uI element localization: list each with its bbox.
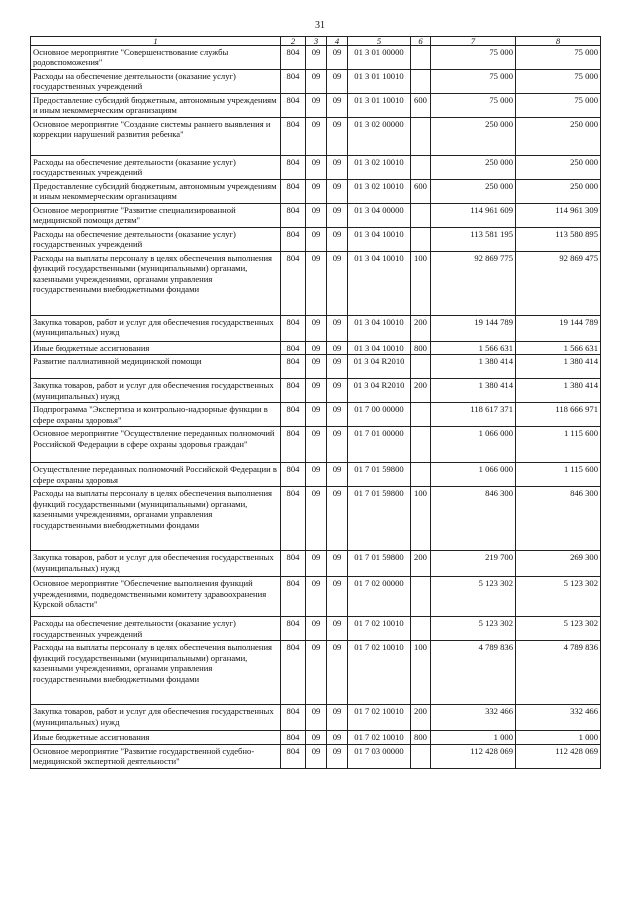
section-code-cell: 09 [306, 316, 327, 342]
row-name-cell: Основное мероприятие "Развитие государственной судебно-медицинской экспертной деятельности" [31, 744, 281, 768]
ved-code-cell: 804 [281, 744, 306, 768]
target-article-cell: 01 3 01 10010 [348, 94, 411, 118]
target-article-cell: 01 3 04 10010 [348, 252, 411, 316]
section-code-cell: 09 [306, 252, 327, 316]
target-article-cell: 01 3 02 10010 [348, 180, 411, 204]
amount-year2-cell: 1 115 600 [516, 427, 601, 463]
row-name-cell: Расходы на выплаты персоналу в целях обеспечения выполнения функций государственными (муниципальными) органами, казенными учреждениями, органами управления государственными внебюджетными фондами [31, 252, 281, 316]
row-name-cell: Предоставление субсидий бюджетным, автономным учреждениям и иным некоммерческим организациям [31, 180, 281, 204]
subsection-code-cell: 09 [327, 463, 348, 487]
target-article-cell: 01 7 02 10010 [348, 641, 411, 705]
row-name-cell: Основное мероприятие "Осуществление переданных полномочий Российской Федерации в сфере охраны здоровья граждан" [31, 427, 281, 463]
ved-code-cell: 804 [281, 252, 306, 316]
target-article-cell: 01 3 02 10010 [348, 156, 411, 180]
expense-type-cell: 200 [411, 379, 431, 403]
target-article-cell: 01 7 00 00000 [348, 403, 411, 427]
expense-type-cell [411, 70, 431, 94]
header-col-1: 1 [31, 37, 281, 46]
amount-year1-cell: 19 144 789 [431, 316, 516, 342]
amount-year2-cell: 114 961 309 [516, 204, 601, 228]
table-row [31, 94, 601, 118]
amount-year1-cell: 4 789 836 [431, 641, 516, 705]
table-row [31, 156, 601, 180]
row-name-cell: Подпрограмма "Экспертиза и контрольно-надзорные функции в сфере охраны здоровья" [31, 403, 281, 427]
expense-type-cell [411, 403, 431, 427]
amount-year2-cell: 75 000 [516, 46, 601, 70]
amount-year1-cell: 75 000 [431, 46, 516, 70]
row-name-cell: Предоставление субсидий бюджетным, автономным учреждениям и иным некоммерческим организациям [31, 94, 281, 118]
amount-year2-cell: 250 000 [516, 180, 601, 204]
section-code-cell: 09 [306, 46, 327, 70]
amount-year1-cell: 1 066 000 [431, 427, 516, 463]
table-row [31, 180, 601, 204]
ved-code-cell: 804 [281, 617, 306, 641]
table-row [31, 355, 601, 379]
section-code-cell: 09 [306, 463, 327, 487]
target-article-cell: 01 7 01 59800 [348, 487, 411, 551]
section-code-cell: 09 [306, 487, 327, 551]
target-article-cell: 01 3 04 10010 [348, 316, 411, 342]
header-col-3: 3 [306, 37, 327, 46]
target-article-cell: 01 7 01 59800 [348, 551, 411, 577]
header-col-5: 5 [348, 37, 411, 46]
header-col-8: 8 [516, 37, 601, 46]
section-code-cell: 09 [306, 744, 327, 768]
table-row [31, 744, 601, 768]
amount-year1-cell: 75 000 [431, 70, 516, 94]
amount-year2-cell: 250 000 [516, 118, 601, 156]
subsection-code-cell: 09 [327, 617, 348, 641]
subsection-code-cell: 09 [327, 641, 348, 705]
row-name-cell: Закупка товаров, работ и услуг для обеспечения государственных (муниципальных) нужд [31, 316, 281, 342]
section-code-cell: 09 [306, 617, 327, 641]
amount-year2-cell: 846 300 [516, 487, 601, 551]
table-row [31, 551, 601, 577]
expense-type-cell: 200 [411, 551, 431, 577]
amount-year2-cell: 1 380 414 [516, 379, 601, 403]
subsection-code-cell: 09 [327, 180, 348, 204]
target-article-cell: 01 3 01 00000 [348, 46, 411, 70]
target-article-cell: 01 3 04 R2010 [348, 379, 411, 403]
amount-year1-cell: 1 066 000 [431, 463, 516, 487]
row-name-cell: Иные бюджетные ассигнования [31, 342, 281, 355]
expense-type-cell [411, 355, 431, 379]
section-code-cell: 09 [306, 403, 327, 427]
subsection-code-cell: 09 [327, 427, 348, 463]
ved-code-cell: 804 [281, 551, 306, 577]
amount-year2-cell: 5 123 302 [516, 577, 601, 617]
subsection-code-cell: 09 [327, 379, 348, 403]
table-row [31, 46, 601, 70]
amount-year1-cell: 92 869 775 [431, 252, 516, 316]
amount-year1-cell: 112 428 069 [431, 744, 516, 768]
header-col-4: 4 [327, 37, 348, 46]
ved-code-cell: 804 [281, 342, 306, 355]
section-code-cell: 09 [306, 551, 327, 577]
amount-year1-cell: 118 617 371 [431, 403, 516, 427]
ved-code-cell: 804 [281, 379, 306, 403]
subsection-code-cell: 09 [327, 118, 348, 156]
ved-code-cell: 804 [281, 204, 306, 228]
target-article-cell: 01 3 04 10010 [348, 228, 411, 252]
section-code-cell: 09 [306, 355, 327, 379]
subsection-code-cell: 09 [327, 46, 348, 70]
ved-code-cell: 804 [281, 577, 306, 617]
expense-type-cell: 100 [411, 487, 431, 551]
target-article-cell: 01 7 03 00000 [348, 744, 411, 768]
row-name-cell: Расходы на выплаты персоналу в целях обеспечения выполнения функций государственными (муниципальными) органами, казенными учреждениями, органами управления государственными внебюджетными фондами [31, 487, 281, 551]
amount-year2-cell: 113 580 895 [516, 228, 601, 252]
header-col-6: 6 [411, 37, 431, 46]
section-code-cell: 09 [306, 731, 327, 744]
target-article-cell: 01 3 04 10010 [348, 342, 411, 355]
ved-code-cell: 804 [281, 463, 306, 487]
amount-year1-cell: 250 000 [431, 118, 516, 156]
row-name-cell: Расходы на обеспечение деятельности (оказание услуг) государственных учреждений [31, 156, 281, 180]
expense-type-cell [411, 156, 431, 180]
ved-code-cell: 804 [281, 403, 306, 427]
row-name-cell: Расходы на обеспечение деятельности (оказание услуг) государственных учреждений [31, 617, 281, 641]
expense-type-cell [411, 228, 431, 252]
amount-year2-cell: 1 380 414 [516, 355, 601, 379]
section-code-cell: 09 [306, 228, 327, 252]
amount-year2-cell: 4 789 836 [516, 641, 601, 705]
table-row [31, 342, 601, 355]
ved-code-cell: 804 [281, 355, 306, 379]
table-row [31, 641, 601, 705]
subsection-code-cell: 09 [327, 355, 348, 379]
target-article-cell: 01 3 04 00000 [348, 204, 411, 228]
header-row [31, 37, 601, 46]
section-code-cell: 09 [306, 156, 327, 180]
target-article-cell: 01 7 01 00000 [348, 427, 411, 463]
table-row [31, 70, 601, 94]
expense-type-cell [411, 427, 431, 463]
subsection-code-cell: 09 [327, 342, 348, 355]
ved-code-cell: 804 [281, 94, 306, 118]
table-body [31, 46, 601, 769]
table-row [31, 403, 601, 427]
table-row [31, 316, 601, 342]
table-row [31, 427, 601, 463]
subsection-code-cell: 09 [327, 705, 348, 731]
amount-year2-cell: 5 123 302 [516, 617, 601, 641]
amount-year2-cell: 1 115 600 [516, 463, 601, 487]
ved-code-cell: 804 [281, 70, 306, 94]
amount-year1-cell: 250 000 [431, 180, 516, 204]
subsection-code-cell: 09 [327, 577, 348, 617]
subsection-code-cell: 09 [327, 252, 348, 316]
ved-code-cell: 804 [281, 427, 306, 463]
amount-year1-cell: 332 466 [431, 705, 516, 731]
row-name-cell: Закупка товаров, работ и услуг для обеспечения государственных (муниципальных) нужд [31, 379, 281, 403]
subsection-code-cell: 09 [327, 204, 348, 228]
ved-code-cell: 804 [281, 641, 306, 705]
amount-year2-cell: 1 000 [516, 731, 601, 744]
table-row [31, 577, 601, 617]
amount-year2-cell: 75 000 [516, 94, 601, 118]
section-code-cell: 09 [306, 180, 327, 204]
row-name-cell: Иные бюджетные ассигнования [31, 731, 281, 744]
row-name-cell: Основное мероприятие "Развитие специализированной медицинской помощи детям" [31, 204, 281, 228]
section-code-cell: 09 [306, 641, 327, 705]
expense-type-cell [411, 118, 431, 156]
table-row [31, 463, 601, 487]
row-name-cell: Расходы на обеспечение деятельности (оказание услуг) государственных учреждений [31, 228, 281, 252]
amount-year1-cell: 1 380 414 [431, 379, 516, 403]
ved-code-cell: 804 [281, 316, 306, 342]
amount-year1-cell: 113 581 195 [431, 228, 516, 252]
subsection-code-cell: 09 [327, 228, 348, 252]
amount-year2-cell: 112 428 069 [516, 744, 601, 768]
subsection-code-cell: 09 [327, 551, 348, 577]
page-number: 31 [315, 20, 325, 31]
row-name-cell: Закупка товаров, работ и услуг для обеспечения государственных (муниципальных) нужд [31, 705, 281, 731]
subsection-code-cell: 09 [327, 403, 348, 427]
expense-type-cell [411, 744, 431, 768]
ved-code-cell: 804 [281, 705, 306, 731]
table-row [31, 204, 601, 228]
expense-type-cell [411, 46, 431, 70]
expense-type-cell: 100 [411, 641, 431, 705]
row-name-cell: Основное мероприятие "Создание системы раннего выявления и коррекции нарушений развития ребенка" [31, 118, 281, 156]
section-code-cell: 09 [306, 94, 327, 118]
subsection-code-cell: 09 [327, 731, 348, 744]
section-code-cell: 09 [306, 70, 327, 94]
row-name-cell: Развитие паллиативной медицинской помощи [31, 355, 281, 379]
ved-code-cell: 804 [281, 180, 306, 204]
amount-year2-cell: 1 566 631 [516, 342, 601, 355]
section-code-cell: 09 [306, 204, 327, 228]
expense-type-cell: 600 [411, 94, 431, 118]
subsection-code-cell: 09 [327, 744, 348, 768]
section-code-cell: 09 [306, 118, 327, 156]
expense-type-cell [411, 617, 431, 641]
table-row [31, 731, 601, 744]
expense-type-cell: 100 [411, 252, 431, 316]
ved-code-cell: 804 [281, 46, 306, 70]
expense-type-cell: 200 [411, 316, 431, 342]
header-col-7: 7 [431, 37, 516, 46]
ved-code-cell: 804 [281, 118, 306, 156]
row-name-cell: Закупка товаров, работ и услуг для обеспечения государственных (муниципальных) нужд [31, 551, 281, 577]
amount-year1-cell: 114 961 609 [431, 204, 516, 228]
amount-year1-cell: 1 566 631 [431, 342, 516, 355]
amount-year2-cell: 75 000 [516, 70, 601, 94]
expense-type-cell: 800 [411, 731, 431, 744]
table-row [31, 252, 601, 316]
target-article-cell: 01 7 02 10010 [348, 617, 411, 641]
budget-table [30, 36, 601, 769]
row-name-cell: Основное мероприятие "Обеспечение выполнения функций учреждениями, подведомственными комитету здравоохранения Курской области" [31, 577, 281, 617]
expense-type-cell: 600 [411, 180, 431, 204]
amount-year1-cell: 5 123 302 [431, 577, 516, 617]
target-article-cell: 01 7 02 00000 [348, 577, 411, 617]
amount-year2-cell: 118 666 971 [516, 403, 601, 427]
amount-year2-cell: 269 300 [516, 551, 601, 577]
expense-type-cell [411, 463, 431, 487]
row-name-cell: Расходы на выплаты персоналу в целях обеспечения выполнения функций государственными (муниципальными) органами, казенными учреждениями, органами управления государственными внебюджетными фондами [31, 641, 281, 705]
table-row [31, 487, 601, 551]
subsection-code-cell: 09 [327, 316, 348, 342]
subsection-code-cell: 09 [327, 70, 348, 94]
row-name-cell: Осуществление переданных полномочий Российской Федерации в сфере охраны здоровья [31, 463, 281, 487]
table-row [31, 705, 601, 731]
amount-year1-cell: 75 000 [431, 94, 516, 118]
subsection-code-cell: 09 [327, 156, 348, 180]
amount-year2-cell: 92 869 475 [516, 252, 601, 316]
amount-year1-cell: 219 700 [431, 551, 516, 577]
section-code-cell: 09 [306, 379, 327, 403]
expense-type-cell: 800 [411, 342, 431, 355]
section-code-cell: 09 [306, 342, 327, 355]
target-article-cell: 01 3 04 R2010 [348, 355, 411, 379]
ved-code-cell: 804 [281, 487, 306, 551]
table-row [31, 118, 601, 156]
amount-year1-cell: 846 300 [431, 487, 516, 551]
subsection-code-cell: 09 [327, 94, 348, 118]
row-name-cell: Основное мероприятие "Совершенствование службы родовспоможения" [31, 46, 281, 70]
target-article-cell: 01 7 02 10010 [348, 731, 411, 744]
expense-type-cell [411, 204, 431, 228]
target-article-cell: 01 7 02 10010 [348, 705, 411, 731]
target-article-cell: 01 3 01 10010 [348, 70, 411, 94]
amount-year1-cell: 250 000 [431, 156, 516, 180]
ved-code-cell: 804 [281, 731, 306, 744]
amount-year1-cell: 5 123 302 [431, 617, 516, 641]
ved-code-cell: 804 [281, 156, 306, 180]
ved-code-cell: 804 [281, 228, 306, 252]
subsection-code-cell: 09 [327, 487, 348, 551]
expense-type-cell: 200 [411, 705, 431, 731]
expense-type-cell [411, 577, 431, 617]
amount-year1-cell: 1 000 [431, 731, 516, 744]
amount-year2-cell: 19 144 789 [516, 316, 601, 342]
target-article-cell: 01 7 01 59800 [348, 463, 411, 487]
target-article-cell: 01 3 02 00000 [348, 118, 411, 156]
table-row [31, 228, 601, 252]
amount-year1-cell: 1 380 414 [431, 355, 516, 379]
section-code-cell: 09 [306, 427, 327, 463]
amount-year2-cell: 332 466 [516, 705, 601, 731]
table-row [31, 617, 601, 641]
section-code-cell: 09 [306, 577, 327, 617]
header-col-2: 2 [281, 37, 306, 46]
amount-year2-cell: 250 000 [516, 156, 601, 180]
row-name-cell: Расходы на обеспечение деятельности (оказание услуг) государственных учреждений [31, 70, 281, 94]
section-code-cell: 09 [306, 705, 327, 731]
table-row [31, 379, 601, 403]
